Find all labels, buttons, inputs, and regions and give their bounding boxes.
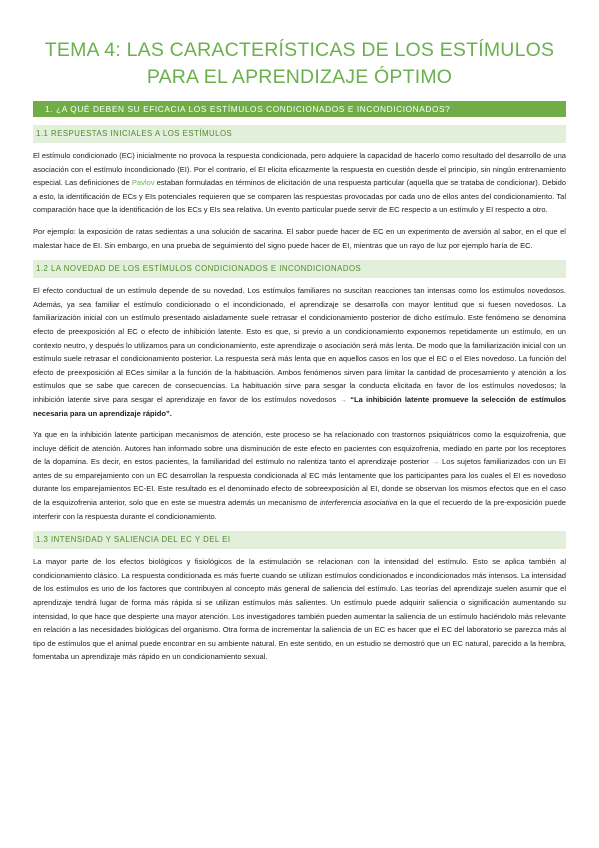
subsection-heading-1-2: 1.2 LA NOVEDAD DE LOS ESTÍMULOS CONDICIONADOS E INCONDICIONADOS: [33, 260, 566, 278]
paragraph-3-text-a: El efecto conductual de un estímulo depende de su novedad. Los estímulos familiares no suscitan reacciones tan intensas como los estímulos novedosos. Además, ya sea familiar el estímulo condicionado o el incondicionado, el aprendizaje se desarrolla con mayor lentitud que si fuesen novedosos. La familiarización inicial con un estímulo presentado aisladamente suele retrasar el condicionamiento posterior de dicho estímulo. Este fenómeno se denomina efecto de preexposición al EC o efecto de inhibición latente. Esto es que, si previo a un condicionamiento exponemos repetidamente un estímulo, en un contexto neutro, y después lo utilizamos para un condicionamiento, este aprendizaje o asociación será más lenta. De modo que la familiarización inicial con un estímulo suele retrasar el condicionamiento posterior. La respuesta será más lenta que en aquellos casos en los que el EC o el EIes novedoso. La función del efecto de preexposición al ECes similar a la función de la habituación. Ambos fenómenos sirven para limitar la cantidad de procesamiento y atención a los estímulos que se sabe que carecen de consecuencias. La habituación sirve para sesgar la conducta elicitada en favor de los estímulos novedosos; la inhibición latente sirve para sesgar el aprendizaje en favor de los estímulos novedosos: [33, 286, 566, 404]
paragraph-1: [33, 149, 566, 217]
section-heading-1: 1. ¿A QUÉ DEBEN SU EFICACIA LOS ESTÍMULOS CONDICIONADOS E INCONDICIONADOS?: [33, 101, 566, 117]
paragraph-3: [33, 284, 566, 420]
paragraph-1-text-b: estaban formuladas en términos de elicitación de una respuesta particular (aquella que se trataba de condicionar). Debido a esto, la identificación de ECs y EIs potenciales requieren que se comparen las respuestas provocadas por cada uno de ellos antes del condicionamiento. Tal comparación hace que la identificación de los ECs y EIs sea relativa. Un evento particular puede servir de EC respecto a un estímulo y EI respecto a otro.: [33, 178, 567, 215]
arrow-icon: →: [339, 394, 347, 404]
subsection-heading-1-1: 1.1 RESPUESTAS INICIALES A LOS ESTÍMULOS: [33, 125, 566, 143]
paragraph-1-text-a: El estímulo condicionado (EC) inicialmente no provoca la respuesta condicionada, pero adquiere la capacidad de hacerlo como resultado del desarrollo de una asociación con el estímulo incondicionado (EI). Por el contrario, el EI elicita eficazmente la respuesta en cuestión desde el principio, sin ningún entrenamiento especial. Las definiciones de: [33, 151, 566, 188]
page-title: [33, 0, 566, 91]
paragraph-2: Por ejemplo: la exposición de ratas sedientas a una solución de sacarina. El sabor puede hacer de EC en un experimento de aversión al sabor, en el que el malestar hace de EI. Sin embargo, en una prueba de seguimiento del signo puede hacer de EI, mientras que un rayo de luz por ejemplo haría de EC.: [33, 226, 566, 250]
title-line-2: PARA EL APRENDIZAJE ÓPTIMO: [146, 66, 453, 88]
paragraph-5: La mayor parte de los efectos biológicos y fisiológicos de la estimulación se relacionan con la intensidad del estímulo. Esto se aplica también al condicionamiento clásico. La respuesta condicionada es más fuerte cuando se utilizan estímulos condicionados e incondicionados más intensos. La intensidad de los estímulos es uno de los factores que contribuyen al concepto más general de saliencia del estímulo. Las teorías del aprendizaje suelen asumir que el aprendizaje tendrá lugar de forma más rápida si se utilizan estímulos más salientes. Un estímulo puede adquirir saliencia o significación aumentando su intensidad, lo que hace que despierte una mayor atención. Los investigadores también pueden aumentar la saliencia de un estímulo haciéndolo más relevante en relación a las necesidades biológicas del organismo. Otra forma de incrementar la saliencia de un EC es hacer que el EC del laboratorio se parezca más al tipo de estímulos que el animal puede encontrar en su ambiente natural. En este sentido, en un estudio se demostró que un EC natural, parecido a la hembra, fomentaba un aprendizaje más rápido en un condicionamiento sexual.: [33, 557, 566, 662]
paragraph-4: [33, 428, 566, 523]
title-line-1: TEMA 4: LAS CARACTERÍSTICAS DE LOS ESTÍMULOS: [44, 39, 555, 61]
paragraph-3-highlight: “La inhibición latente promueve la selección de estímulos necesaria para un aprendizaje rápido”.: [33, 394, 566, 418]
pavlov-link[interactable]: Pavlov: [131, 178, 155, 188]
paragraph-4-text-c: en la que el recuerdo de la pre-exposición puede interferir con la respuesta durante el condicionamiento.: [33, 498, 567, 521]
paragraph-4-text-a: Ya que en la inhibición latente participan mecanismos de atención, este proceso se ha relacionado con trastornos psiquiátricos como la esquizofrenia, que incluye déficit de atención. Autores han informado sobre una disminución de este efecto en pacientes con esquizofrenia, mediado en parte por los receptores de la dopamina. Es decir, en estos pacientes, la familiaridad del estímulo no ralentiza tanto el aprendizaje posterior: [33, 430, 566, 467]
paragraph-4-text-b: Los sujetos familiarizados con un EI antes de su emparejamiento con un EC desarrollan la respuesta condicionada al EC más lentamente que los participantes para los cuales el EI es novedoso durante los emparejamientos EC-EI. Este resultado es el denominado efecto de sobreexposición al EI, donde se observan los mismos efectos que en el caso de la esquizofrenia anterior, solo que en este se muestra además un mecanismo de: [33, 457, 566, 508]
arrow-icon: →: [431, 457, 440, 467]
paragraph-4-italic: interferencia asociativa: [319, 498, 398, 508]
subsection-heading-1-3: 1.3 INTENSIDAD Y SALIENCIA DEL EC Y DEL EI: [33, 531, 566, 549]
